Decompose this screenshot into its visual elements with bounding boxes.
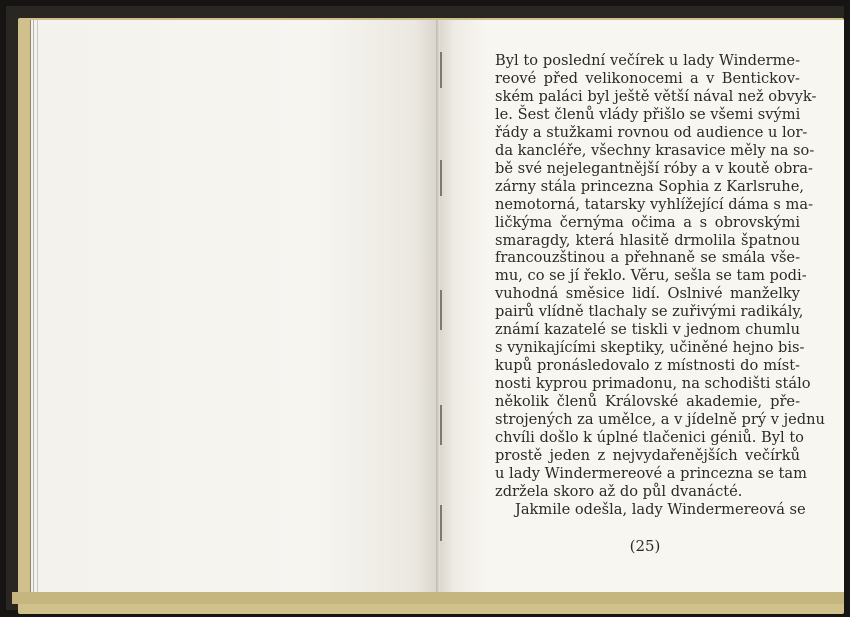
page-body-text: [495, 52, 825, 519]
text-line: známí kazatelé se tiskli v jednom chumlu: [495, 321, 800, 339]
text-line-paragraph-start: Jakmile odešla, lady Windermereová se: [515, 500, 806, 518]
page-number: (25): [629, 537, 661, 555]
text-line: smaragdy, která hlasitě drmolila špatnou: [495, 231, 800, 249]
text-line: s vynikajícími skeptiky, učiněné hejno bis-: [495, 339, 805, 357]
text-line: pairů vlídně tlachaly se zuřivými radikály,: [495, 303, 804, 321]
binding-stitch: [440, 52, 442, 88]
binding-stitch: [440, 160, 442, 196]
text-line: kupů pronásledovalo z místnosti do míst-: [495, 357, 800, 375]
text-line: chvíli došlo k úplné tlačenici géniů. Byl to: [495, 429, 804, 447]
text-line: ličkýma černýma očima a s obrovskými: [495, 213, 800, 231]
text-line: da kancléře, všechny krasavice měly na so-: [495, 141, 815, 159]
text-line: strojených za umělce, a v jídelně prý v jednu: [495, 411, 825, 429]
text-line: zárny stála princezna Sophia z Karlsruhe,: [495, 177, 804, 195]
binding-stitch: [440, 290, 442, 330]
text-line: několik členů Královské akademie, pře-: [495, 393, 800, 411]
text-line: vuhodná směsice lidí. Oslnivé manželky: [495, 285, 800, 303]
left-page-blank: [30, 20, 439, 592]
text-line: řády a stužkami rovnou od audience u lor-: [495, 123, 808, 141]
text-line: nemotorná, tatarsky vyhlížející dáma s ma-: [495, 195, 814, 213]
text-line: prostě jeden z nejvydařenějších večírků: [495, 446, 800, 464]
book-bottom-board: [12, 592, 844, 604]
text-line: Byl to poslední večírek u lady Winderme-: [495, 52, 800, 69]
text-line: ském paláci byl ještě větší nával než obvyk-: [495, 87, 817, 105]
text-line: le. Šest členů vlády přišlo se všemi svými: [495, 105, 801, 123]
text-line: u lady Windermereové a princezna se tam: [495, 464, 807, 482]
text-line: mu, co se jí řeklo. Věru, sešla se tam podi-: [495, 267, 807, 285]
text-line: bě své nejelegantnější róby a v koutě obra-: [495, 159, 813, 177]
text-line: nosti kyprou primadonu, na schodišti stálo: [495, 375, 811, 393]
binding-stitch: [440, 505, 442, 541]
text-line: reové před velikonocemi a v Bentickov-: [495, 69, 800, 87]
binding-stitch: [440, 405, 442, 445]
text-line-paragraph-end: zdržela skoro až do půl dvanácté.: [495, 482, 743, 500]
text-line: francouzštinou a přehnaně se smála vše-: [495, 249, 800, 267]
